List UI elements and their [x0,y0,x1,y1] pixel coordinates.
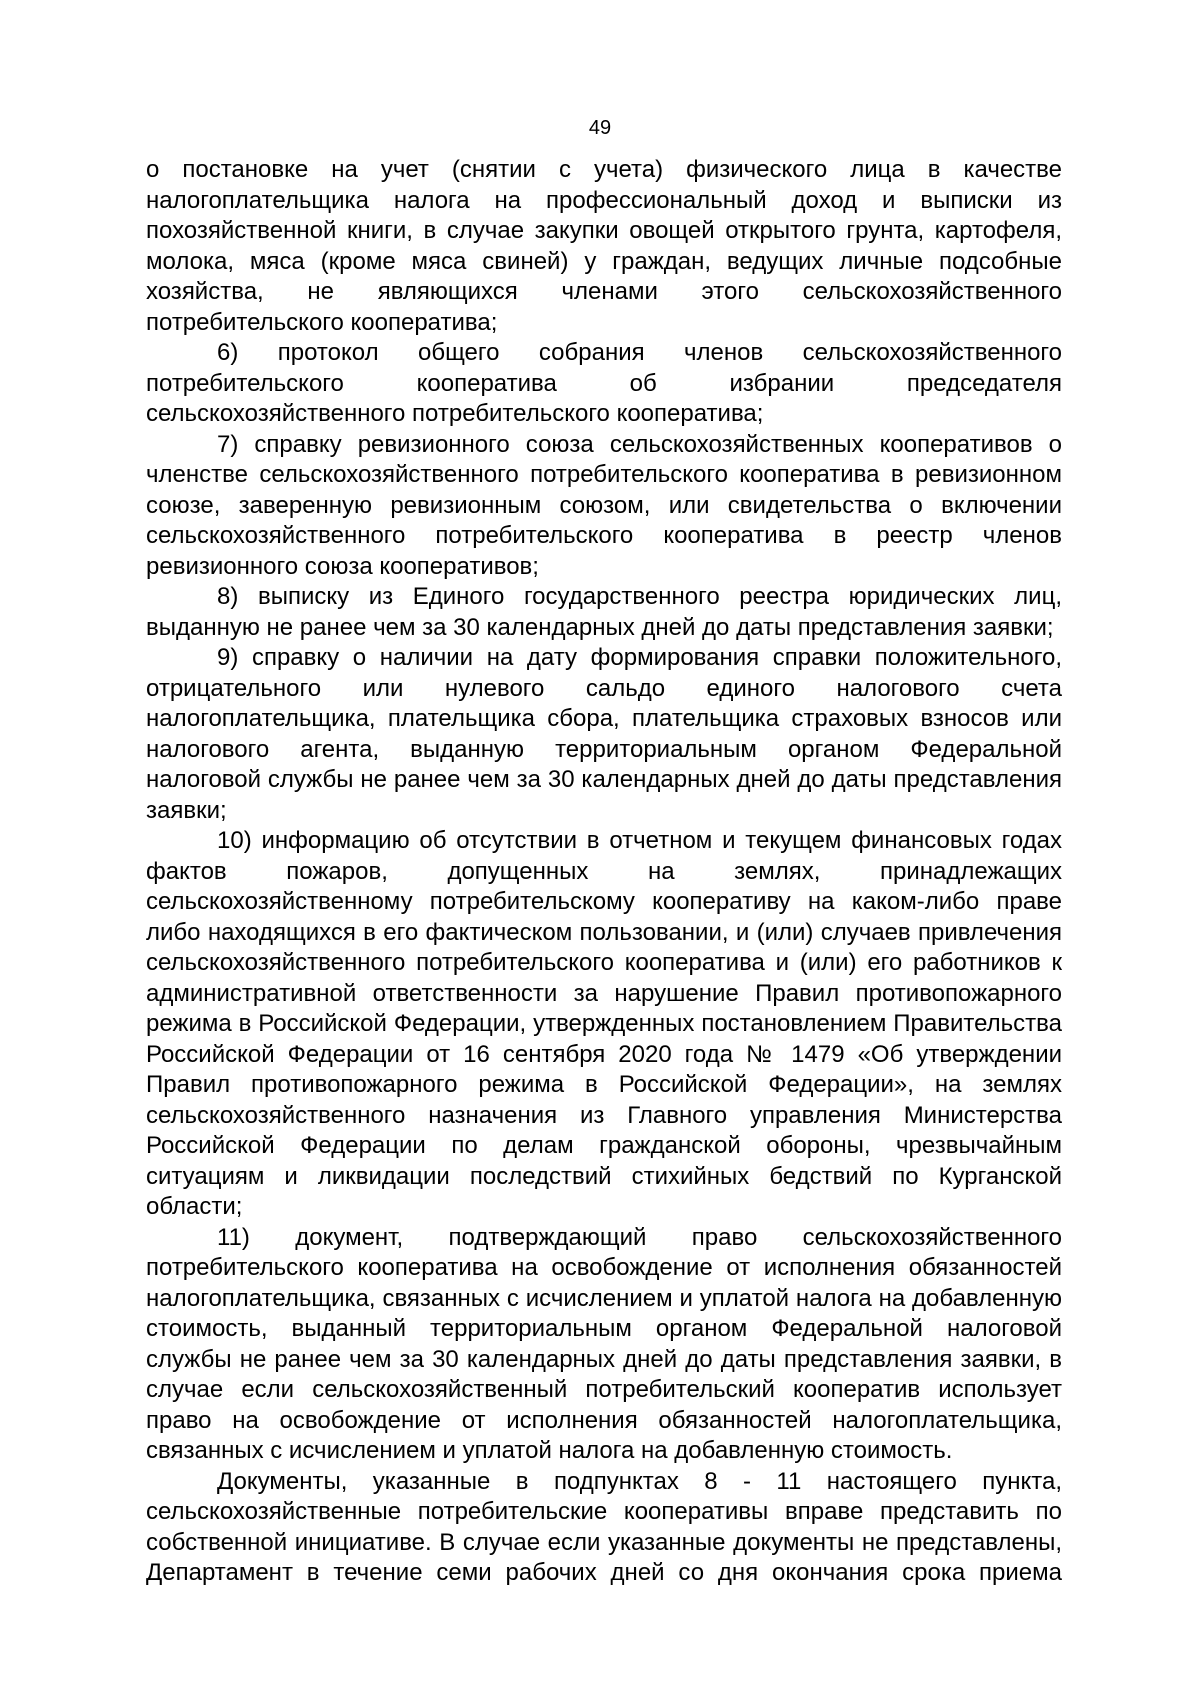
text-line: заявки; [146,796,227,824]
text-line: потребительского кооператива на освобождение от исполнения обязанностей [146,1254,1062,1281]
text-line: сельскохозяйственного потребительского кооператива и (или) его работников к [146,949,1062,976]
text-line: налогоплательщика налога на профессиональный доход и выписки из [146,186,1062,214]
text-line: налогового агента, выданную территориальным органом Федеральной [146,735,1062,763]
text-line: связанных с исчислением и уплатой налога на добавленную стоимость. [146,1437,953,1464]
text-line: похозяйственной книги, в случае закупки овощей открытого грунта, картофеля, [146,217,1062,244]
text-line: молока, мяса (кроме мяса свиней) у граждан, ведущих личные подсобные [146,247,1062,275]
text-line: налогоплательщика, плательщика сбора, плательщика страховых взносов или [146,705,1062,732]
text-line: хозяйства, не являющихся членами этого сельскохозяйственного [146,278,1062,305]
text-line: собственной инициативе. В случае если указанные документы не представлены, [146,1528,1062,1556]
text-line: режима в Российской Федерации, утвержденных постановлением Правительства [146,1010,1062,1037]
text-line: членстве сельскохозяйственного потребительского кооператива в ревизионном [146,461,1062,488]
text-line: административной ответственности за нарушение Правил противопожарного [146,979,1062,1007]
text-line: Документы, указанные в подпунктах 8 - 11 настоящего пункта, [217,1467,1062,1495]
text-line: Правил противопожарного режима в Российской Федерации», на землях [146,1071,1062,1098]
text-line: отрицательного или нулевого сальдо единого налогового счета [146,674,1062,702]
text-line: области; [146,1193,243,1220]
text-line: сельскохозяйственного назначения из Главного управления Министерства [146,1101,1062,1129]
document-body [146,155,1062,1589]
text-line: 10) информацию об отсутствии в отчетном и текущем финансовых годах [217,827,1062,854]
text-line: либо находящихся в его фактическом пользовании, и (или) случаев привлечения [146,918,1062,946]
text-line: 7) справку ревизионного союза сельскохозяйственных кооперативов о [217,430,1062,458]
text-line: о постановке на учет (снятии с учета) физического лица в качестве [146,156,1062,183]
text-line: ситуациям и ликвидации последствий стихийных бедствий по Курганской [146,1162,1062,1190]
text-line: налогоплательщика, связанных с исчислением и уплатой налога на добавленную [146,1284,1062,1312]
text-line: службы не ранее чем за 30 календарных дней до даты представления заявки, в [146,1345,1062,1373]
text-line: выданную не ранее чем за 30 календарных дней до даты представления заявки; [146,613,1054,641]
text-line: сельскохозяйственного потребительского кооператива; [146,400,764,427]
text-line: потребительского кооператива об избрании председателя [146,369,1062,397]
text-line: налоговой службы не ранее чем за 30 календарных дней до даты представления [146,766,1062,793]
text-line: стоимость, выданный территориальным органом Федеральной налоговой [146,1315,1062,1342]
text-line: 11) документ, подтверждающий право сельскохозяйственного [217,1223,1062,1251]
text-line: право на освобождение от исполнения обязанностей налогоплательщика, [146,1406,1062,1434]
text-line: фактов пожаров, допущенных на землях, принадлежащих [146,857,1062,885]
text-line: сельскохозяйственному потребительскому кооперативу на каком-либо праве [146,888,1062,915]
text-line: сельскохозяйственные потребительские кооперативы вправе представить по [146,1498,1062,1525]
text-line: потребительского кооператива; [146,308,498,336]
text-line: 6) протокол общего собрания членов сельскохозяйственного [217,339,1062,366]
page-number: 49 [588,117,612,139]
text-line: союзе, заверенную ревизионным союзом, или свидетельства о включении [146,491,1062,519]
text-line: 8) выписку из Единого государственного реестра юридических лиц, [217,583,1062,610]
text-line: 9) справку о наличии на дату формирования справки положительного, [217,644,1062,671]
text-line: Департамент в течение семи рабочих дней со дня окончания срока приема [146,1559,1062,1586]
text-line: ревизионного союза кооперативов; [146,552,539,580]
text-line: Российской Федерации по делам гражданской обороны, чрезвычайным [146,1132,1062,1159]
text-line: случае если сельскохозяйственный потребительский кооператив использует [146,1376,1062,1403]
text-line: Российской Федерации от 16 сентября 2020 года № 1479 «Об утверждении [146,1040,1062,1068]
text-line: сельскохозяйственного потребительского кооператива в реестр членов [146,522,1062,549]
